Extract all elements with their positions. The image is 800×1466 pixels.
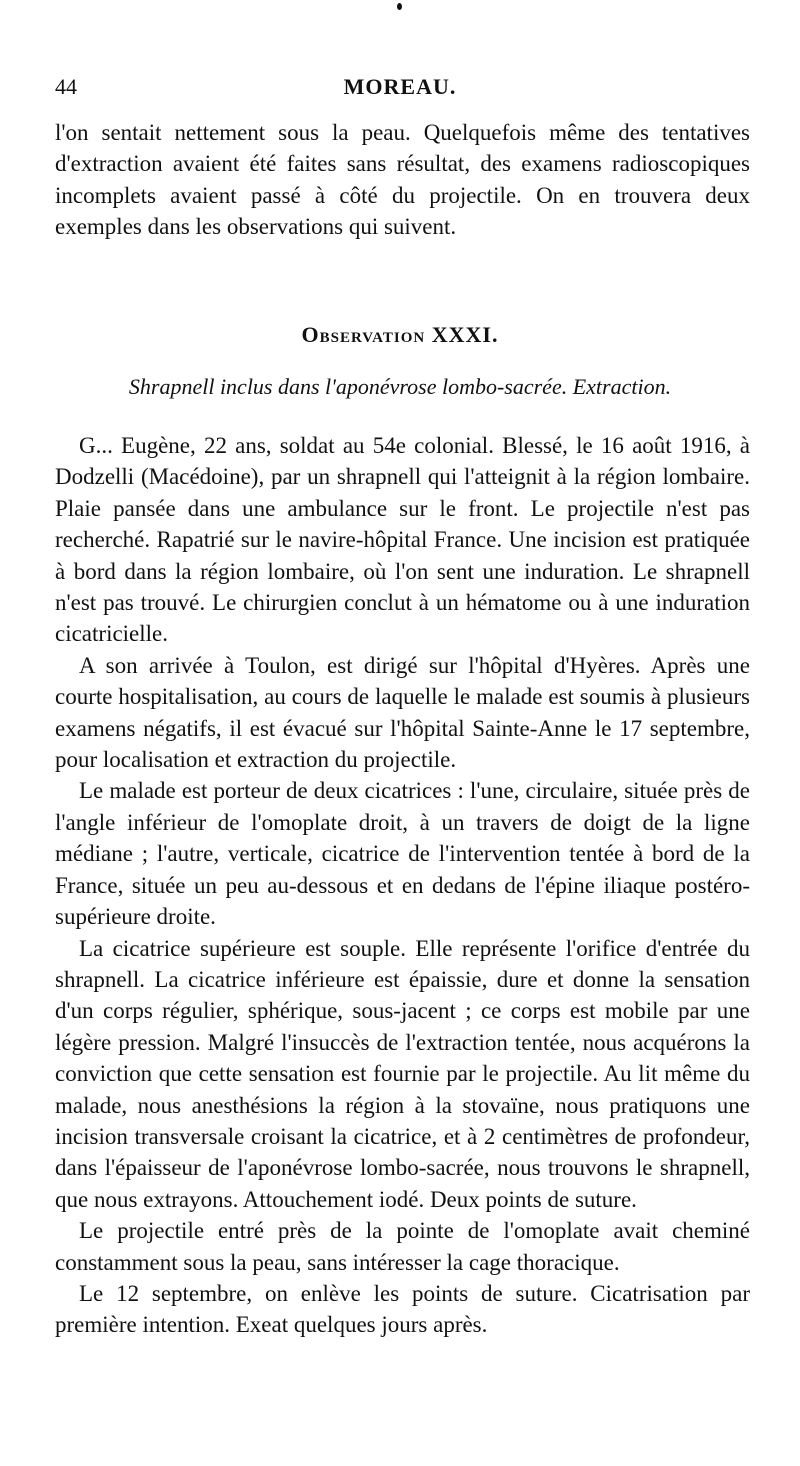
body-paragraph: Le projectile entré près de la pointe de l'omoplate avait cheminé constamment sous la peau, sans intéresser la cage thoracique. [55, 1218, 750, 1275]
ink-speck [397, 3, 402, 10]
observation-title [0, 322, 800, 348]
body-paragraph: G... Eugène, 22 ans, soldat au 54e colonial. Blessé, le 16 août 1916, à Dodzelli (Macédoine), par un shrapnell qui l'atteignit à la région lombaire. Plaie pansée dans une ambulance sur le front. Le projectile n'est pas recherché. Rapatrié sur le navire-hôpital France. Une incision est pratiquée à bord dans la région lombaire, où l'on sent une induration. Le shrapnell n'est pas trouvé. Le chirurgien conclut à un hématome ou à une induration cicatricielle. [55, 433, 750, 647]
observation-label: Observation [301, 322, 426, 347]
intro-paragraph: l'on sentait nettement sous la peau. Quelquefois même des tentatives d'extraction avaient été faites sans résultat, des examens radioscopiques incomplets avaient passé à côté du projectile. On en trouvera deux exemples dans les observations qui suivent. [55, 120, 750, 240]
observation-number: XXXI. [431, 322, 499, 347]
body-paragraph: A son arrivée à Toulon, est dirigé sur l'hôpital d'Hyères. Après une courte hospitalisation, au cours de laquelle le malade est soumis à plusieurs examens négatifs, il est évacué sur l'hôpital Sainte-Anne le 17 septembre, pour localisation et extraction du projectile. [55, 652, 750, 773]
intro-paragraph-block [55, 117, 750, 243]
body-paragraph: Le malade est porteur de deux cicatrices : l'une, circulaire, située près de l'angle inférieur de l'omoplate droit, à un travers de doigt de la ligne médiane ; l'autre, verticale, cicatrice de l'intervention tentée à bord de la France, située un peu au-dessous et en dedans de l'épine iliaque postéro-supérieure droite. [55, 778, 750, 930]
body-paragraph: La cicatrice supérieure est souple. Elle représente l'orifice d'entrée du shrapnell. La cicatrice inférieure est épaissie, dure et donne la sensation d'un corps régulier, sphérique, sous-jacent ; ce corps est mobile par une légère pression. Malgré l'insuccès de l'extraction tentée, nous acquérons la conviction que cette sensation est fournie par le projectile. Au lit même du malade, nous anesthésions la région à la stovaïne, nous pratiquons une incision transversale croisant la cicatrice, et à 2 centimètres de profondeur, dans l'épaisseur de l'aponévrose lombo-sacrée, nous trouvons le shrapnell, que nous extrayons. Attouchement iodé. Deux points de suture. [55, 935, 750, 1212]
observation-subtitle: Shrapnell inclus dans l'aponévrose lombo-sacrée. Extraction. [128, 374, 672, 399]
page-number: 44 [55, 74, 77, 99]
running-title: MOREAU. [343, 74, 457, 99]
running-header [55, 74, 745, 108]
observation-body [55, 430, 750, 1341]
body-paragraph: Le 12 septembre, on enlève les points de suture. Cicatrisation par première intention. Exeat quelques jours après. [55, 1280, 750, 1338]
